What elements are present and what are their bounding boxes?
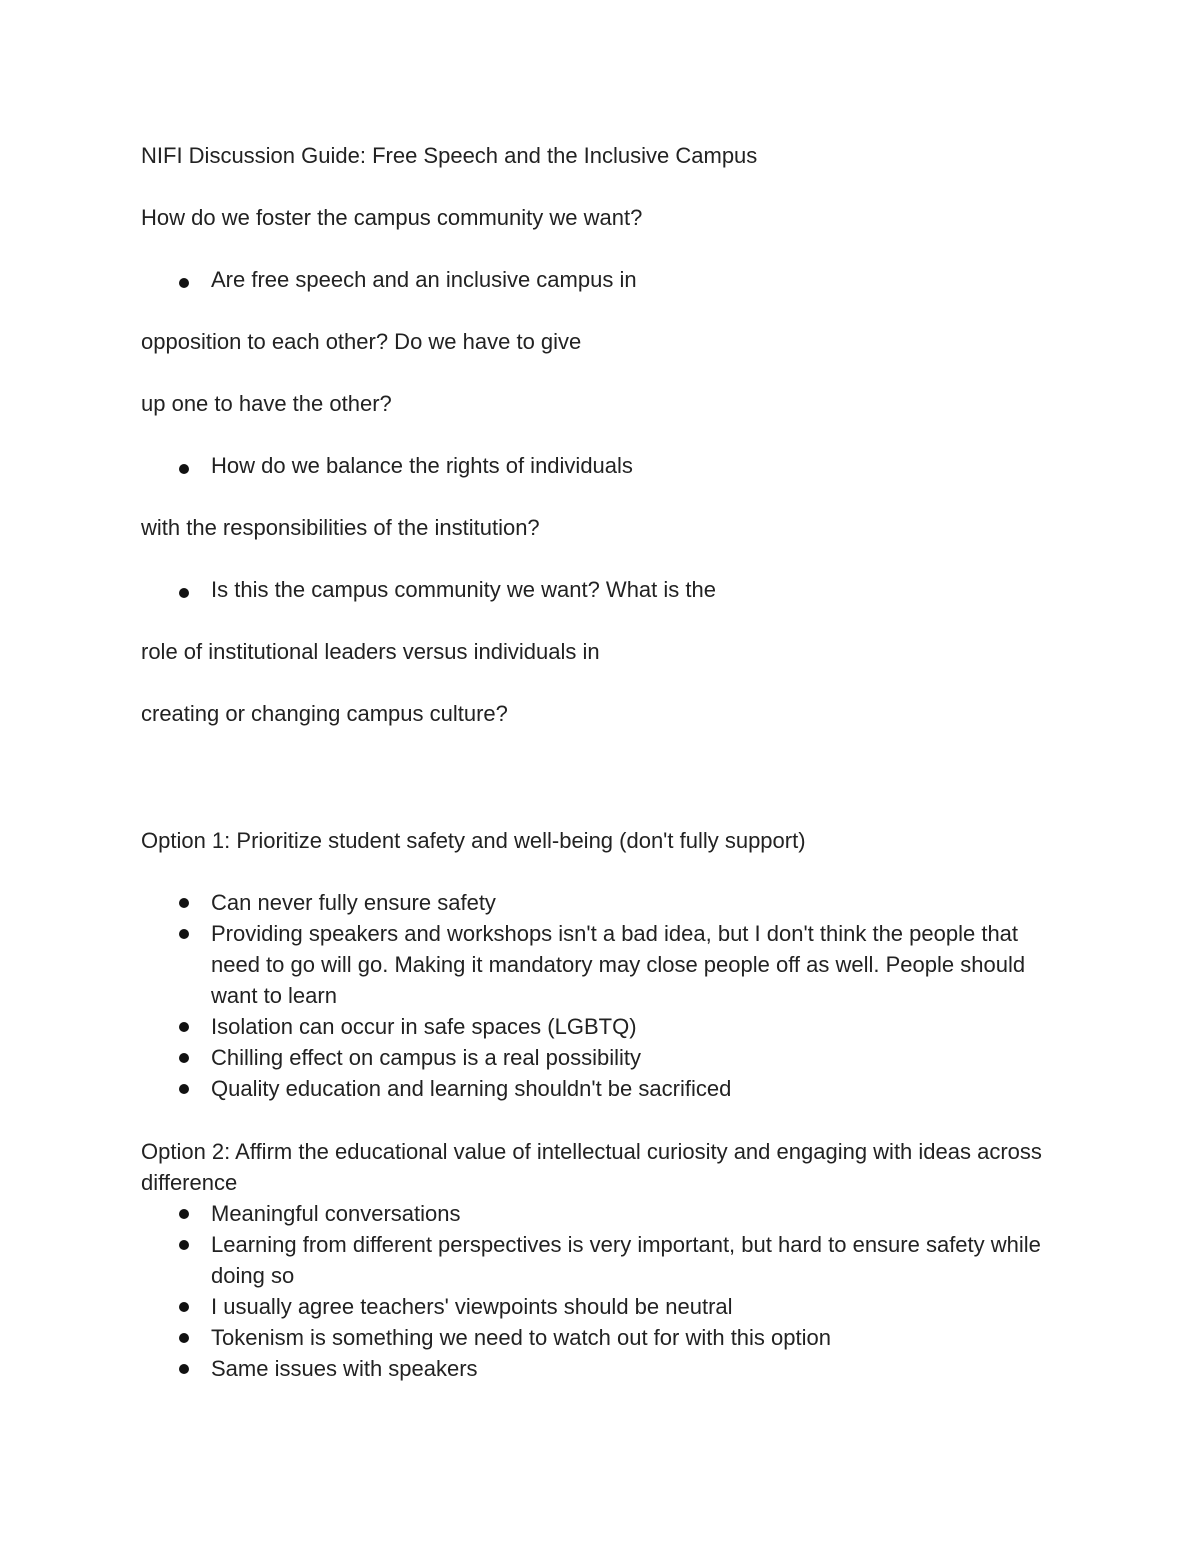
option-2-list xyxy=(141,1198,1071,1384)
list-item xyxy=(141,1353,1071,1384)
question-3-continuation: role of institutional leaders versus individuals in xyxy=(141,639,600,664)
bullet-dot xyxy=(179,898,189,908)
question-2-bullet: How do we balance the rights of individuals xyxy=(211,453,633,478)
list-item-text: Meaningful conversations xyxy=(211,1201,461,1226)
question-1-continuation: opposition to each other? Do we have to give xyxy=(141,329,582,354)
question-1-bullet: Are free speech and an inclusive campus in xyxy=(211,267,637,292)
question-2-continuation: with the responsibilities of the institution? xyxy=(141,515,540,540)
list-item-text: Isolation can occur in safe spaces (LGBTQ) xyxy=(211,1014,637,1039)
bullet-dot xyxy=(179,1302,189,1312)
question-1-continuation: up one to have the other? xyxy=(141,391,392,416)
list-item xyxy=(141,1291,1071,1322)
list-item-text: Tokenism is something we need to watch out for with this option xyxy=(211,1325,831,1350)
option-1-heading: Option 1: Prioritize student safety and well-being (don't fully support) xyxy=(141,828,806,853)
bullet-dot xyxy=(179,1053,189,1063)
list-item xyxy=(141,1073,1071,1104)
bullet-dot xyxy=(179,588,189,598)
bullet-dot xyxy=(179,1022,189,1032)
list-item xyxy=(141,887,1071,918)
question-3-continuation: creating or changing campus culture? xyxy=(141,701,508,726)
bullet-dot xyxy=(179,1209,189,1219)
question-3-bullet: Is this the campus community we want? What is the xyxy=(211,577,716,602)
list-item-text: Providing speakers and workshops isn't a bad idea, but I don't think the people that need to go will go. Making it mandatory may close people off as well. People should want to learn xyxy=(211,921,1026,1008)
option-2-heading: Option 2: Affirm the educational value of intellectual curiosity and engaging with ideas across difference xyxy=(141,1139,1042,1195)
list-item xyxy=(141,1322,1071,1353)
bullet-dot xyxy=(179,464,189,474)
list-item-text: Chilling effect on campus is a real possibility xyxy=(211,1045,642,1070)
bullet-dot xyxy=(179,1333,189,1343)
option-2-section xyxy=(141,1136,1071,1384)
bullet-dot xyxy=(179,278,189,288)
option-1-section xyxy=(141,825,1071,1104)
list-item xyxy=(141,1011,1071,1042)
list-item-text: Quality education and learning shouldn't be sacrificed xyxy=(211,1076,732,1101)
guiding-question: How do we foster the campus community we want? xyxy=(141,205,643,230)
list-item-text: Learning from different perspectives is very important, but hard to ensure safety while doing so xyxy=(211,1232,1041,1288)
bullet-dot xyxy=(179,1084,189,1094)
option-1-list xyxy=(141,887,1071,1104)
list-item-text: Can never fully ensure safety xyxy=(211,890,496,915)
bullet-dot xyxy=(179,929,189,939)
list-item-text: Same issues with speakers xyxy=(211,1356,478,1381)
document-title: NIFI Discussion Guide: Free Speech and the Inclusive Campus xyxy=(141,143,758,168)
list-item xyxy=(141,1229,1071,1291)
bullet-dot xyxy=(179,1364,189,1374)
list-item xyxy=(141,1042,1071,1073)
bullet-dot xyxy=(179,1240,189,1250)
list-item-text: I usually agree teachers' viewpoints should be neutral xyxy=(211,1294,733,1319)
list-item xyxy=(141,918,1071,1011)
list-item xyxy=(141,1198,1071,1229)
